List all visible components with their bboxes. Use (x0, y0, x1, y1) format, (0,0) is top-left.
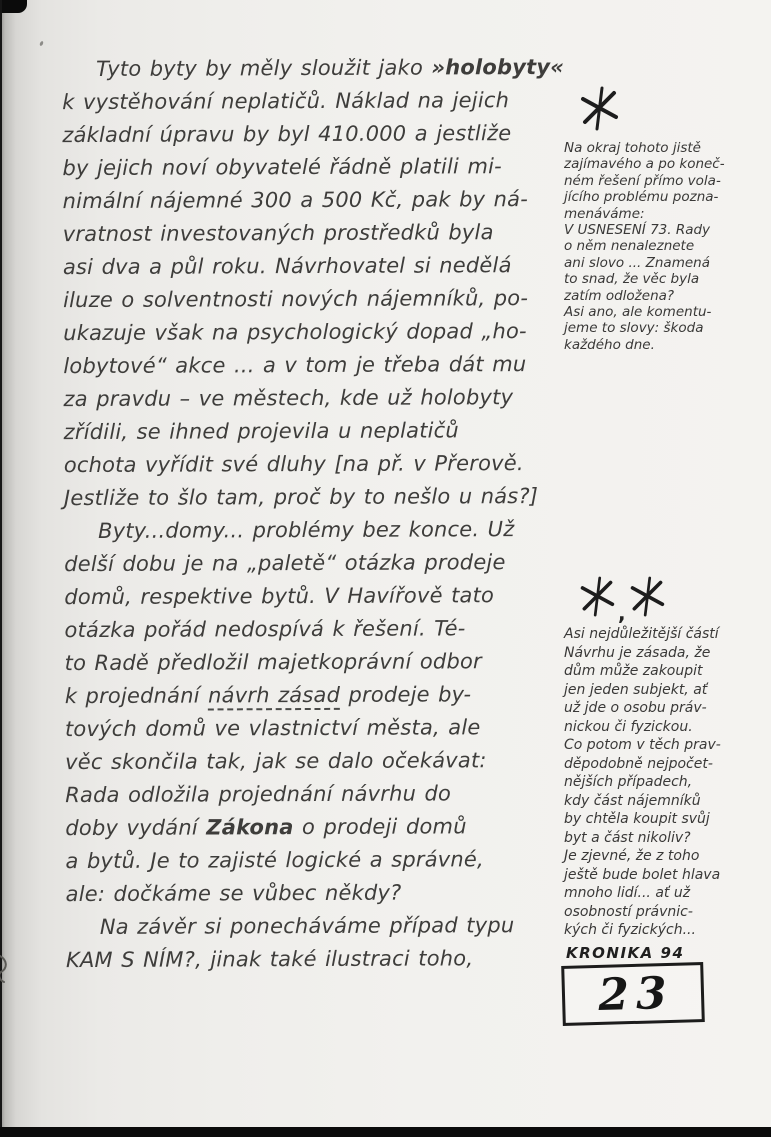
text-line: dům může zakoupit (564, 663, 703, 679)
text-line: jícího problému pozna- (564, 189, 719, 206)
text-line: ném řešení přímo vola- (564, 172, 721, 189)
text-line: tových domů ve vlastnictví města, ale (64, 715, 481, 742)
text-line: kých či fyzických... (564, 922, 696, 938)
text-line: Na okraj tohoto jistě (564, 140, 701, 156)
text-line: jen jeden subjekt, ať (564, 681, 708, 698)
navrh-zasad-underlined: návrh zásad (208, 683, 340, 711)
text-line: V USNESENÍ 73. Rady (564, 222, 711, 239)
footnote-asterisk-icon (578, 86, 620, 132)
text-line: základní úpravu by byl 410.000 a jestliže (62, 121, 512, 148)
holobyty-emphasis: »holobyty« (431, 54, 565, 80)
text-line: nějších případech, (564, 774, 693, 790)
paragraph2-lines-a (64, 546, 565, 680)
text-line: ochota vyřídit své dluhy [na př. v Přerově. (63, 451, 524, 478)
paragraph2-lines-b (65, 711, 565, 812)
text-line: osobností právnic- (564, 903, 693, 920)
paper-speck (39, 41, 44, 47)
zakon-emphasis: Zákona (206, 815, 294, 840)
text-line: zajímavého a po koneč- (564, 156, 725, 173)
text-line: kdy část nájemníků (564, 792, 701, 809)
text-line: Rada odložila projednání návrhu do (65, 781, 452, 808)
margin-note-1 (564, 140, 725, 353)
underlined-text-line (65, 678, 565, 713)
text-line: nimální nájemné 300 a 500 Kč, pak by ná- (62, 187, 529, 214)
text-line: o něm nenaleznete (564, 238, 695, 255)
text-line: by chtěla koupit svůj (564, 811, 710, 827)
underline-line-pre: k projednání (64, 683, 209, 709)
double-asterisk-icon (578, 576, 666, 625)
scan-corner-artifact (0, 0, 27, 13)
text-line: děpodobně nejpočet- (564, 755, 713, 772)
text-line: mnoho lidí... ať už (564, 885, 691, 901)
text-line: KAM S NÍM?, jinak také ilustraci toho, (65, 946, 474, 973)
text-line: a bytů. Je to zajisté logické a správné, (65, 847, 484, 874)
asterisk-separator: , (618, 601, 626, 625)
pen-mark (0, 952, 13, 986)
scan-bottom-edge (0, 1127, 771, 1137)
text-line: nickou či fyzickou. (564, 718, 693, 735)
text-line: domů, respektive bytů. V Havířově tato (64, 583, 495, 610)
text-line: to Radě předložil majetkoprávní odbor (64, 649, 482, 676)
text-line: byt a část nikoliv? (564, 829, 691, 846)
text-line: vratnost investovaných prostředků byla (62, 220, 494, 247)
text-line: věc skončila tak, jak se dalo očekávat: (65, 748, 487, 775)
text-line: iluze o solventnosti nových nájemníků, po- (63, 286, 529, 313)
text-line: ještě bude bolet hlava (564, 866, 721, 883)
page-number: 23 (597, 967, 675, 1021)
paragraph1-first-line-pre: Tyto byty by měly sloužit jako (96, 55, 432, 81)
paragraph1-lines (62, 84, 564, 515)
text-line (65, 810, 565, 845)
text-line: otázka pořád nedospívá k řešení. Té- (64, 616, 466, 643)
text-line: Je zjevné, že z toho (564, 848, 700, 864)
text-line: Asi nejdůležitější částí (564, 626, 719, 642)
text-line: to snad, že věc byla (564, 271, 700, 288)
text-line: by jejich noví obyvatelé řádně platili mi- (62, 154, 502, 181)
text-line: delší dobu je na „paletě“ otázka prodeje (64, 550, 506, 577)
text-line: Na závěr si ponecháváme případ typu (99, 913, 515, 939)
text-line: Návrhu je zásada, že (564, 644, 711, 661)
kronika-label: KRONIKA 94 (566, 944, 685, 962)
text-line: ukazuje však na psychologický dopad „ho- (63, 319, 527, 346)
text-line: jeme to slovy: škoda (564, 320, 704, 337)
emphasis-line-pre: doby vydání (65, 815, 207, 841)
text-line: Asi ano, ale komentu- (564, 304, 712, 321)
margin-note-2 (564, 625, 721, 940)
text-line: za pravdu – ve městech, kde už holobyty (63, 385, 514, 412)
text-line: Jestliže to šlo tam, proč by to nešlo u nás?] (63, 484, 539, 511)
text-line: lobytové“ akce ... a v tom je třeba dát mu (63, 352, 527, 379)
text-line: asi dva a půl roku. Návrhovatel si nedělá (62, 253, 512, 280)
main-text-column (62, 51, 566, 977)
text-line: ale: dočkáme se vůbec někdy? (65, 880, 402, 907)
text-line: ani slovo ... Znamená (564, 254, 710, 271)
underline-line-post: prodeje by- (340, 682, 472, 707)
text-line: zřídili, se ihned projevila u neplatičů (63, 418, 459, 445)
paragraph2-lines-c (65, 843, 565, 911)
text-line: zatím odložena? (564, 287, 675, 304)
text-line: už jde o osobu práv- (564, 700, 707, 716)
paragraph3-lines (66, 942, 566, 977)
page-number-box (561, 962, 705, 1026)
text-line: Co potom v těch prav- (564, 737, 721, 753)
text-line: k vystěhování neplatičů. Náklad na jejich (62, 88, 510, 115)
text-line: každého dne. (564, 336, 655, 353)
text-line: Byty...domy... problémy bez konce. Už (98, 517, 515, 543)
text-line: menáváme: (564, 205, 645, 222)
text-line (62, 51, 565, 86)
emphasis-line-post: o prodeji domů (293, 814, 467, 840)
